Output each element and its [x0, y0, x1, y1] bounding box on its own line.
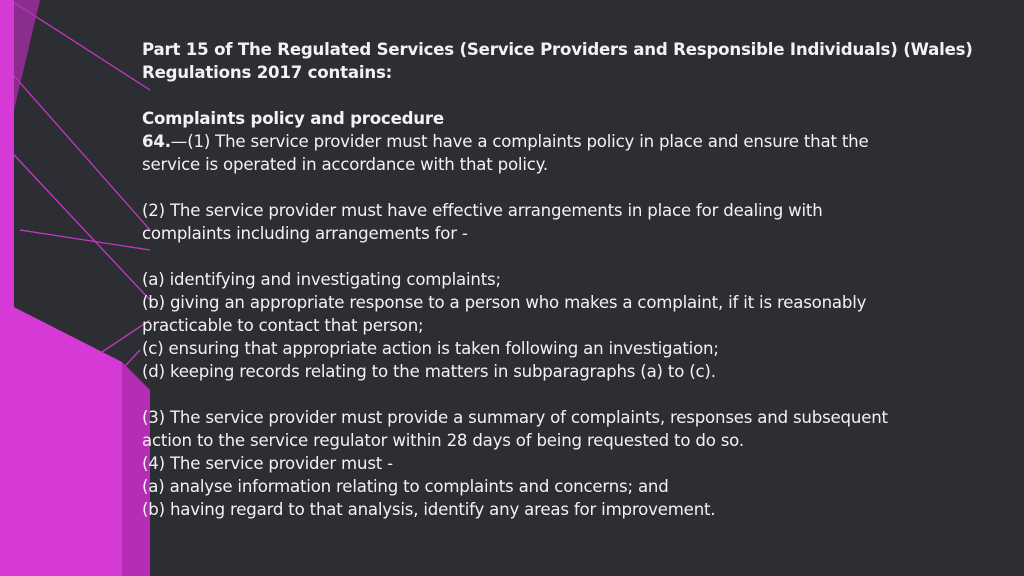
list-item-a: (a) analyse information relating to complaints and concerns; and — [142, 477, 669, 496]
text-line: (2) The service provider must have effective arrangements in place for dealing with — [142, 201, 823, 220]
text-line: complaints including arrangements for - — [142, 224, 468, 243]
list-item-c: (c) ensuring that appropriate action is taken following an investigation; — [142, 339, 719, 358]
heading-line-1: Part 15 of The Regulated Services (Service Providers and Responsible Individuals) (Wales) — [142, 40, 973, 59]
regulation-number: 64. — [142, 132, 171, 151]
slide-body — [142, 38, 1002, 521]
list-item-b-cont: practicable to contact that person; — [142, 316, 424, 335]
list-item-b: (b) having regard to that analysis, identify any areas for improvement. — [142, 500, 716, 519]
regulation-64-line-1 — [142, 130, 1002, 153]
text-line: (3) The service provider must provide a summary of complaints, responses and subsequent — [142, 408, 888, 427]
section-title: Complaints policy and procedure — [142, 109, 444, 128]
list-item-a: (a) identifying and investigating complaints; — [142, 270, 501, 289]
regulation-text: —(1) The service provider must have a complaints policy in place and ensure that the — [170, 132, 869, 151]
lower-accent-wedge — [0, 300, 122, 576]
text-line: action to the service regulator within 28 days of being requested to do so. — [142, 431, 744, 450]
list-item-d: (d) keeping records relating to the matters in subparagraphs (a) to (c). — [142, 362, 716, 381]
heading-line-2: Regulations 2017 contains: — [142, 63, 393, 82]
text-line: (4) The service provider must - — [142, 454, 393, 473]
text-line: service is operated in accordance with that policy. — [142, 155, 548, 174]
list-item-b: (b) giving an appropriate response to a person who makes a complaint, if it is reasonably — [142, 293, 867, 312]
